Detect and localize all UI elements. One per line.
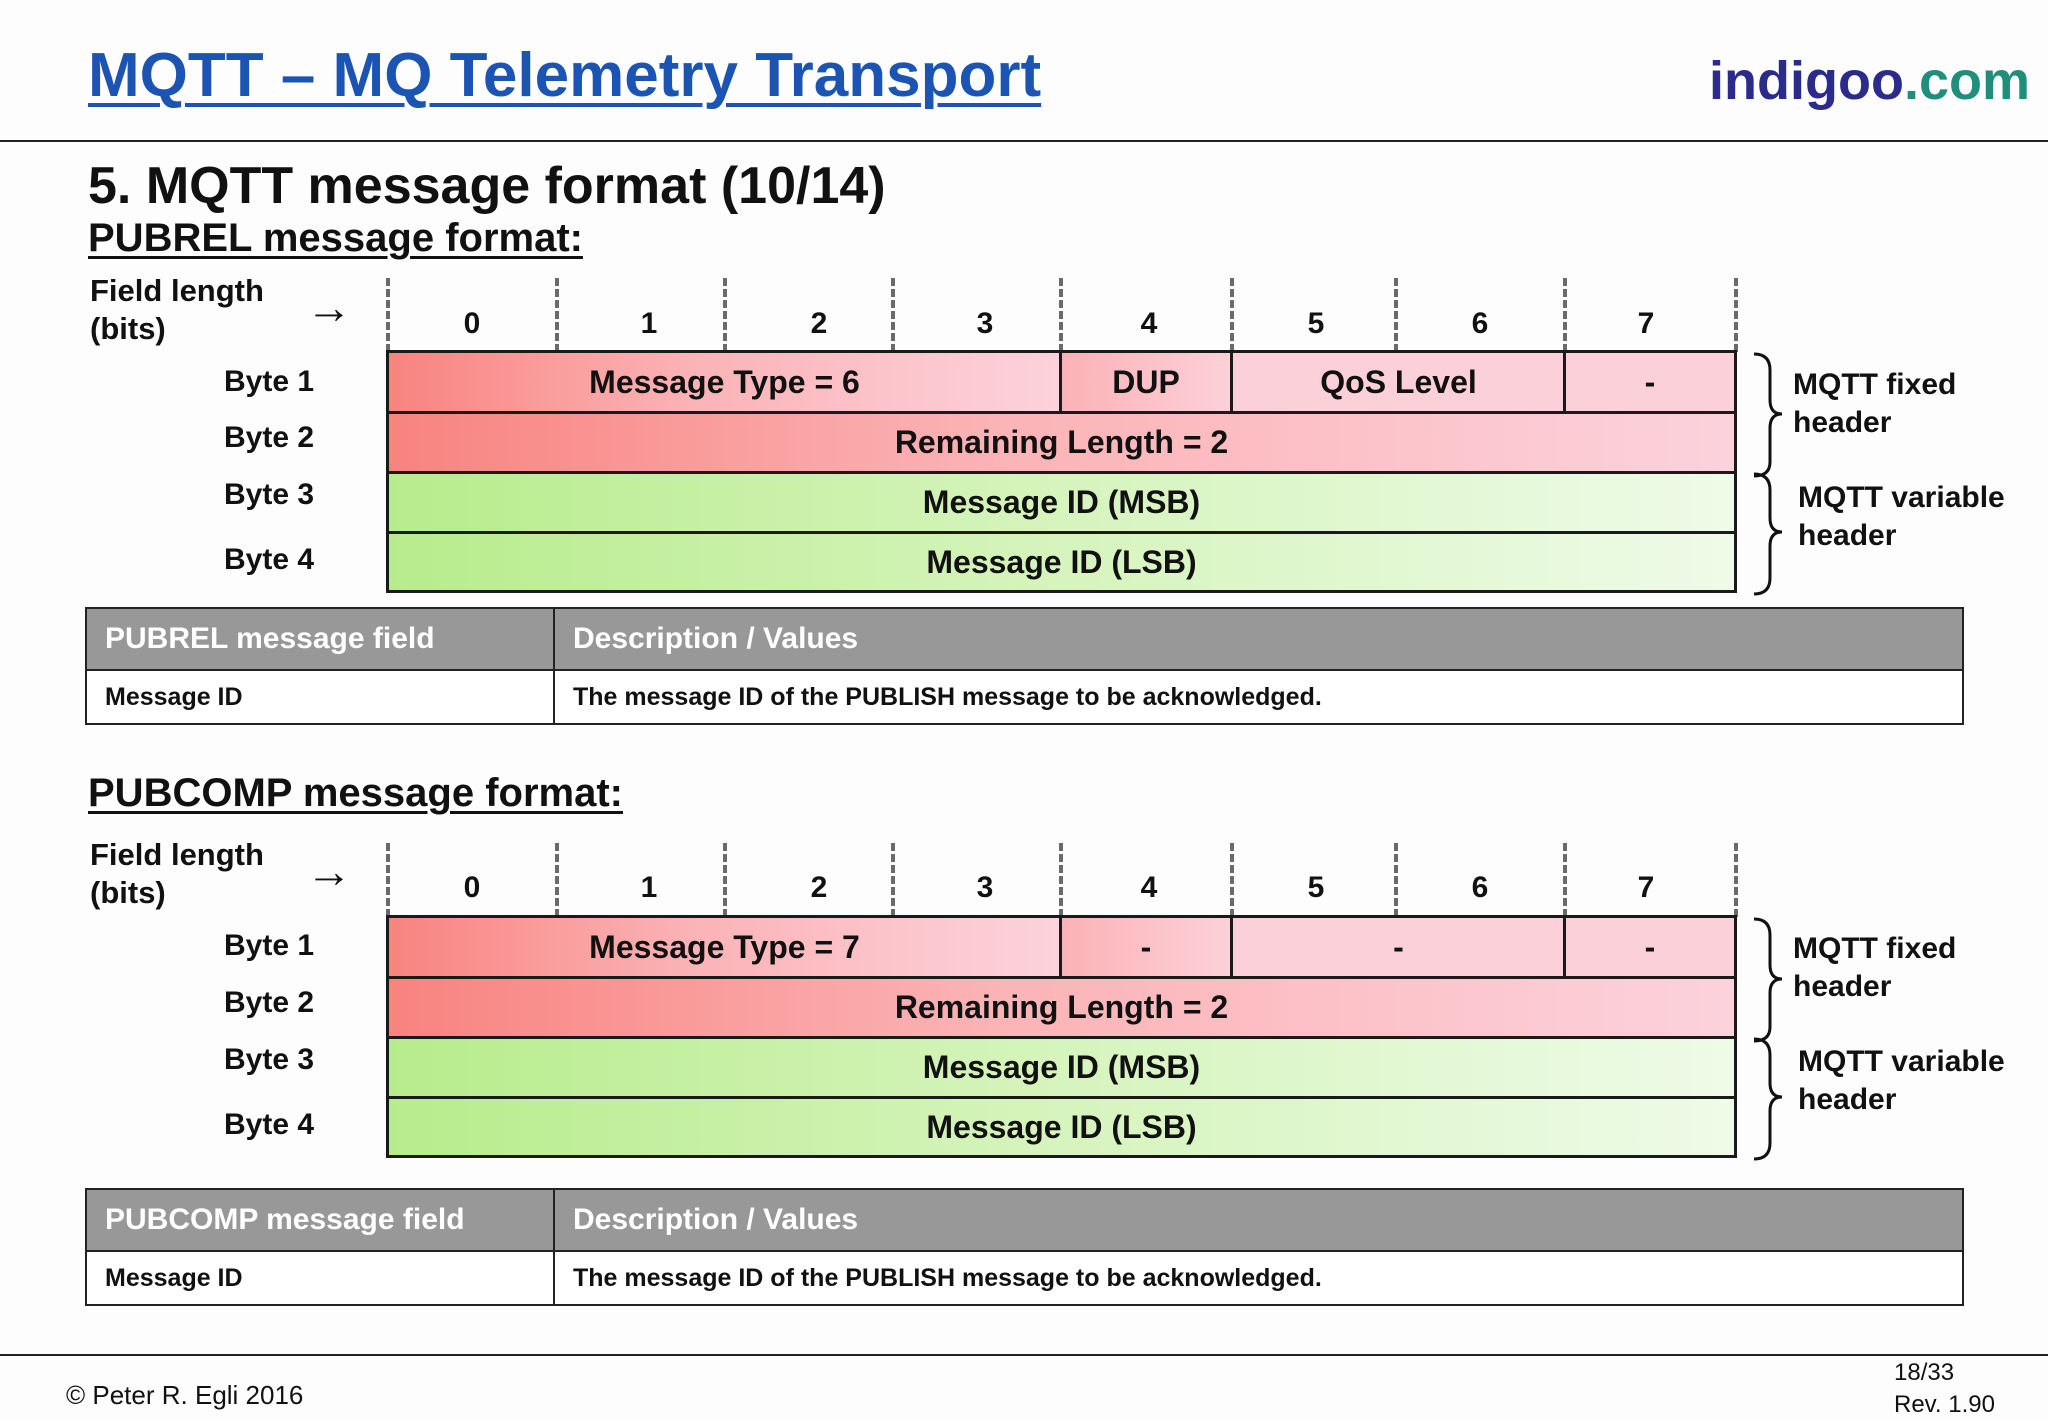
page-info — [1894, 1357, 1995, 1421]
table-cell-field: Message ID — [86, 1251, 554, 1305]
bit-tick — [723, 278, 727, 352]
bit-tick — [555, 278, 559, 352]
variable-header-line1: MQTT variable — [1798, 1045, 2005, 1078]
bit-label: 4 — [1140, 871, 1158, 904]
table-header-description: Description / Values — [554, 608, 1963, 670]
bit-tick — [386, 278, 390, 352]
bit-tick — [1059, 278, 1063, 352]
byte-label: Byte 4 — [224, 1108, 315, 1141]
bit-tick — [1563, 278, 1567, 352]
bit-label: 0 — [463, 871, 481, 904]
pubrel-field-table — [85, 607, 1964, 725]
field-length-label — [90, 836, 264, 912]
brace-icon — [1750, 350, 1790, 600]
revision: Rev. 1.90 — [1894, 1391, 1995, 1418]
field-length-line2: (bits) — [90, 875, 166, 910]
header-divider — [0, 140, 2048, 142]
message-id-msb-field: Message ID (MSB) — [386, 1036, 1737, 1099]
variable-header-line2: header — [1798, 1083, 1897, 1116]
bit-label: 5 — [1307, 307, 1325, 340]
brand-logo — [1709, 50, 2030, 112]
variable-header-line1: MQTT variable — [1798, 481, 2005, 514]
byte-label: Byte 3 — [224, 1043, 315, 1076]
table-row — [86, 1251, 1963, 1305]
bit-tick — [1563, 843, 1567, 917]
table-header-row — [86, 608, 1963, 670]
table-row — [86, 670, 1963, 724]
footer-divider — [0, 1354, 2048, 1356]
copyright: © Peter R. Egli 2016 — [66, 1380, 304, 1410]
bit-tick — [555, 843, 559, 917]
variable-header-label — [1798, 479, 2005, 555]
message-id-lsb-field: Message ID (LSB) — [386, 1096, 1737, 1158]
bit-tick — [1394, 278, 1398, 352]
page-number: 18/33 — [1894, 1359, 1955, 1386]
byte-label: Byte 1 — [224, 365, 315, 398]
message-type-field: Message Type = 6 — [386, 350, 1063, 414]
bit-tick — [1059, 843, 1063, 917]
bit-label: 5 — [1307, 871, 1325, 904]
dup-field: - — [1059, 915, 1233, 979]
table-cell-description: The message ID of the PUBLISH message to be acknowledged. — [554, 670, 1963, 724]
bit-label: 7 — [1637, 307, 1655, 340]
bit-label: 2 — [810, 307, 828, 340]
bit-label: 1 — [640, 871, 658, 904]
remaining-length-field: Remaining Length = 2 — [386, 976, 1737, 1039]
fixed-header-line2: header — [1793, 970, 1892, 1003]
bit-label: 2 — [810, 871, 828, 904]
byte-label: Byte 2 — [224, 421, 315, 454]
bit-tick — [1734, 278, 1738, 352]
field-length-line2: (bits) — [90, 311, 166, 346]
table-header-field: PUBCOMP message field — [86, 1189, 554, 1251]
table-header-row — [86, 1189, 1963, 1251]
byte-label: Byte 3 — [224, 478, 315, 511]
bit-tick — [1394, 843, 1398, 917]
table-header-field: PUBREL message field — [86, 608, 554, 670]
message-id-msb-field: Message ID (MSB) — [386, 471, 1737, 534]
message-type-field: Message Type = 7 — [386, 915, 1063, 979]
retain-field: - — [1563, 350, 1737, 414]
bit-tick — [891, 278, 895, 352]
dup-field: DUP — [1059, 350, 1233, 414]
qos-level-field: - — [1230, 915, 1567, 979]
pubrel-subtitle: PUBREL message format: — [88, 216, 583, 260]
bit-label: 3 — [976, 871, 994, 904]
bit-tick — [1734, 843, 1738, 917]
bit-label: 7 — [1637, 871, 1655, 904]
fixed-header-label — [1793, 366, 1956, 442]
table-header-description: Description / Values — [554, 1189, 1963, 1251]
bit-label: 4 — [1140, 307, 1158, 340]
qos-level-field: QoS Level — [1230, 350, 1567, 414]
message-id-lsb-field: Message ID (LSB) — [386, 531, 1737, 593]
bit-tick — [891, 843, 895, 917]
table-cell-field: Message ID — [86, 670, 554, 724]
retain-field: - — [1563, 915, 1737, 979]
remaining-length-field: Remaining Length = 2 — [386, 411, 1737, 474]
bit-tick — [1230, 278, 1234, 352]
table-cell-description: The message ID of the PUBLISH message to be acknowledged. — [554, 1251, 1963, 1305]
fixed-header-line2: header — [1793, 406, 1892, 439]
byte-label: Byte 2 — [224, 986, 315, 1019]
bit-tick — [723, 843, 727, 917]
bit-label: 1 — [640, 307, 658, 340]
bit-tick — [1230, 843, 1234, 917]
section-heading: 5. MQTT message format (10/14) — [88, 157, 886, 215]
brand-name: indigoo — [1709, 51, 1904, 111]
fixed-header-label — [1793, 930, 1956, 1006]
brace-icon — [1750, 915, 1790, 1165]
slide-title: MQTT – MQ Telemetry Transport — [88, 41, 1042, 110]
fixed-header-line1: MQTT fixed — [1793, 368, 1957, 401]
bit-label: 0 — [463, 307, 481, 340]
fixed-header-line1: MQTT fixed — [1793, 932, 1957, 965]
bit-label: 6 — [1471, 871, 1489, 904]
bit-tick — [386, 843, 390, 917]
arrow-right-icon: → — [306, 845, 352, 897]
byte-label: Byte 4 — [224, 543, 315, 576]
bit-label: 3 — [976, 307, 994, 340]
brand-tld: .com — [1903, 51, 2030, 111]
variable-header-label — [1798, 1043, 2005, 1119]
pubcomp-field-table — [85, 1188, 1964, 1306]
field-length-label — [90, 272, 264, 348]
pubcomp-subtitle: PUBCOMP message format: — [88, 771, 623, 815]
byte-label: Byte 1 — [224, 929, 315, 962]
bit-label: 6 — [1471, 307, 1489, 340]
arrow-right-icon: → — [306, 281, 352, 333]
field-length-line1: Field length — [90, 273, 264, 308]
variable-header-line2: header — [1798, 519, 1897, 552]
field-length-line1: Field length — [90, 837, 264, 872]
